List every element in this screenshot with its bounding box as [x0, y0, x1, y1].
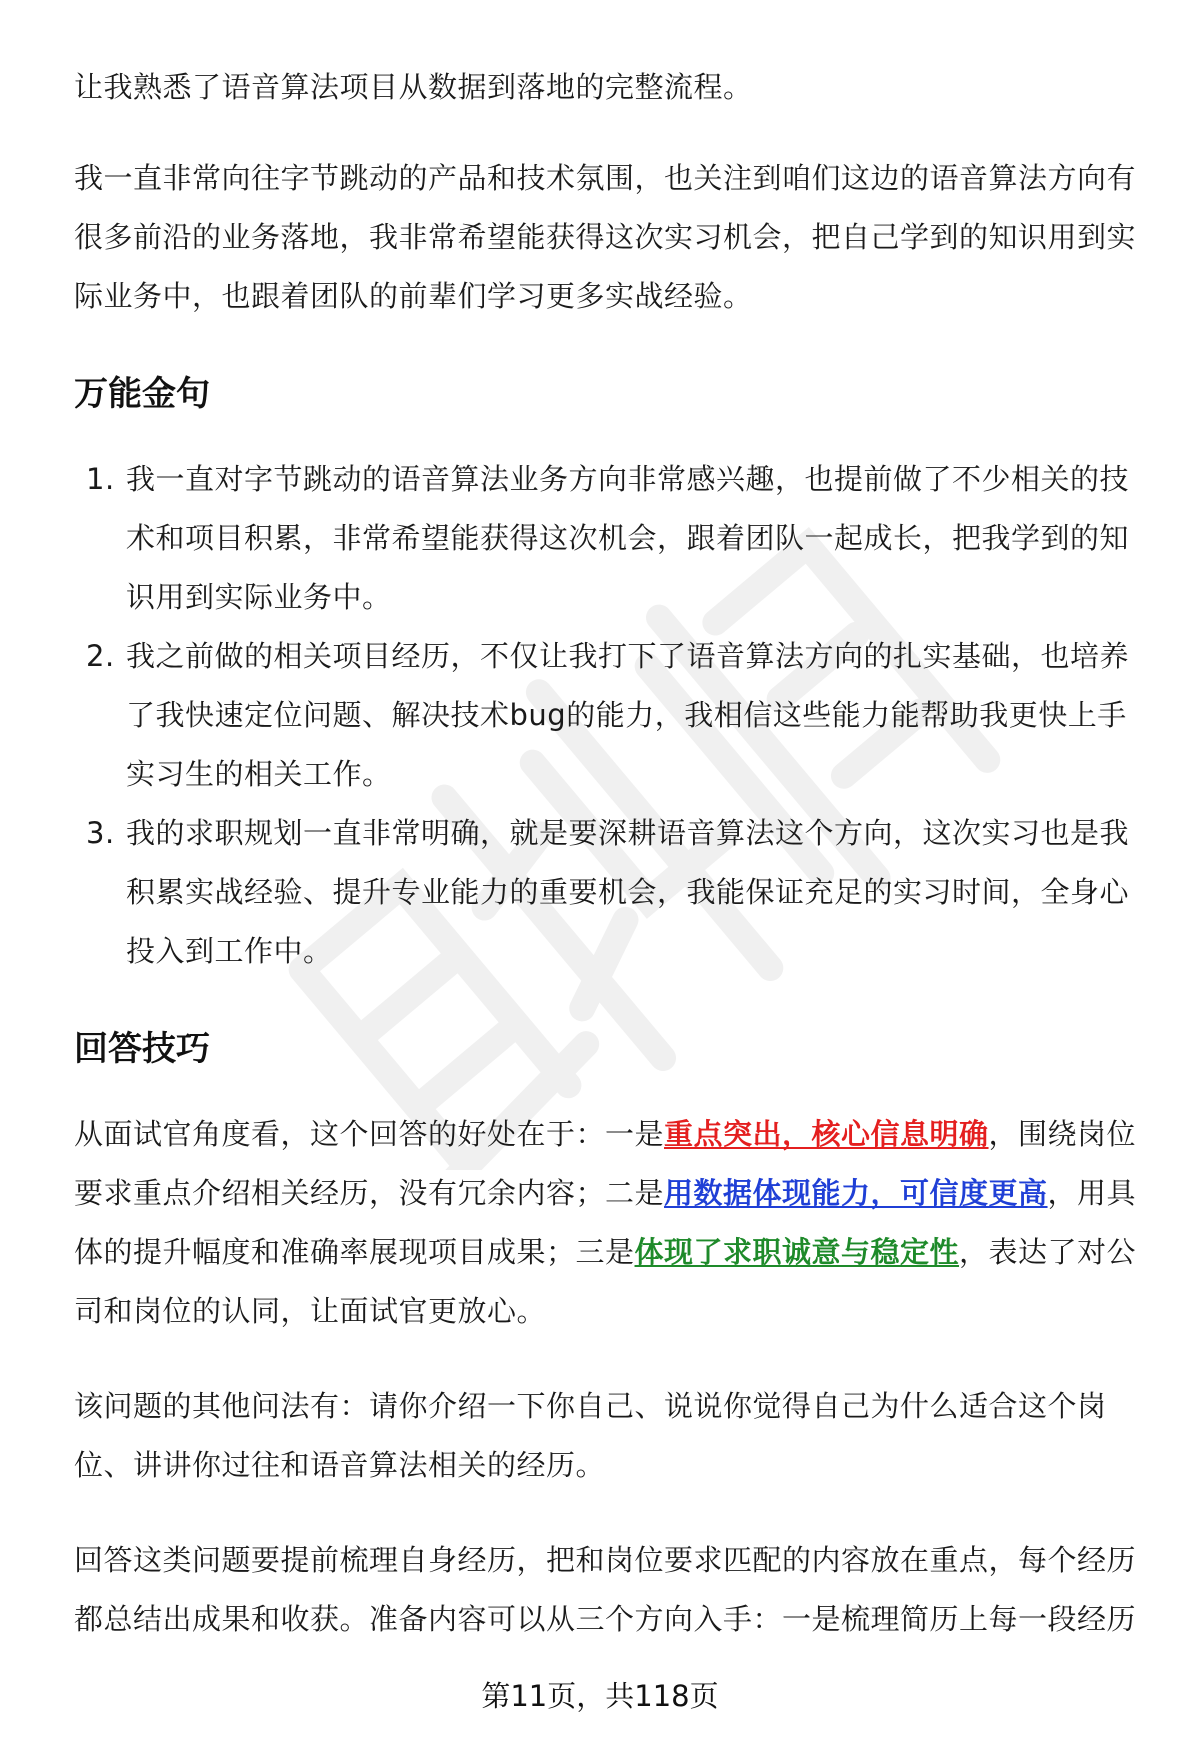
highlight-red: 重点突出，核心信息明确	[664, 1117, 989, 1151]
list-number: 2.	[86, 639, 115, 673]
tips-paragraph	[74, 1105, 1144, 1341]
list-item	[74, 450, 1144, 627]
tips-text: 从面试官角度看，这个回答的好处在于：一是	[74, 1117, 665, 1151]
list-number: 1.	[86, 462, 115, 496]
document-body	[74, 58, 1144, 1649]
highlight-blue: 用数据体现能力，可信度更高	[664, 1176, 1048, 1210]
list-item	[74, 804, 1144, 981]
phrase-list	[74, 450, 1144, 981]
section-heading-universal-phrases: 万能金句	[74, 374, 210, 414]
list-item-text: 我一直对字节跳动的语音算法业务方向非常感兴趣，也提前做了不少相关的技术和项目积累，非常希望能获得这次机会，跟着团队一起成长，把我学到的知识用到实际业务中。	[126, 462, 1130, 614]
section-heading-answer-tips: 回答技巧	[74, 1029, 210, 1069]
intro-paragraph: 让我熟悉了语音算法项目从数据到落地的完整流程。	[74, 70, 753, 104]
tips-text: ，表达了对公司和岗位的认同，让面试官更放心。	[74, 1235, 1137, 1328]
list-item	[74, 627, 1144, 804]
list-item-text: 我之前做的相关项目经历，不仅让我打下了语音算法方向的扎实基础，也培养了我快速定位问题、解决技术bug的能力，我相信这些能力能帮助我更快上手实习生的相关工作。	[126, 639, 1130, 791]
list-number: 3.	[86, 816, 115, 850]
page-footer: 第11页，共118页	[481, 1679, 719, 1713]
list-item-text: 我的求职规划一直非常明确，就是要深耕语音算法这个方向，这次实习也是我积累实战经验、提升专业能力的重要机会，我能保证充足的实习时间，全身心投入到工作中。	[126, 816, 1130, 968]
alternate-questions-paragraph: 该问题的其他问法有：请你介绍一下你自己、说说你觉得自己为什么适合这个岗位、讲讲你过往和语音算法相关的经历。	[74, 1389, 1107, 1482]
preparation-paragraph: 回答这类问题要提前梳理自身经历，把和岗位要求匹配的内容放在重点，每个经历都总结出成果和收获。准备内容可以从三个方向入手：一是梳理简历上每一段经历	[74, 1543, 1137, 1636]
motivation-paragraph: 我一直非常向往字节跳动的产品和技术氛围，也关注到咱们这边的语音算法方向有很多前沿的业务落地，我非常希望能获得这次实习机会，把自己学到的知识用到实际业务中，也跟着团队的前辈们学习更多实战经验。	[74, 161, 1137, 313]
tips-text: ，用具体的提升幅度和准确率展现项目成果；三是	[74, 1176, 1137, 1269]
tips-text: ，围绕岗位要求重点介绍相关经历，没有冗余内容；二是	[74, 1117, 1137, 1210]
highlight-green: 体现了求职诚意与稳定性	[634, 1235, 960, 1269]
